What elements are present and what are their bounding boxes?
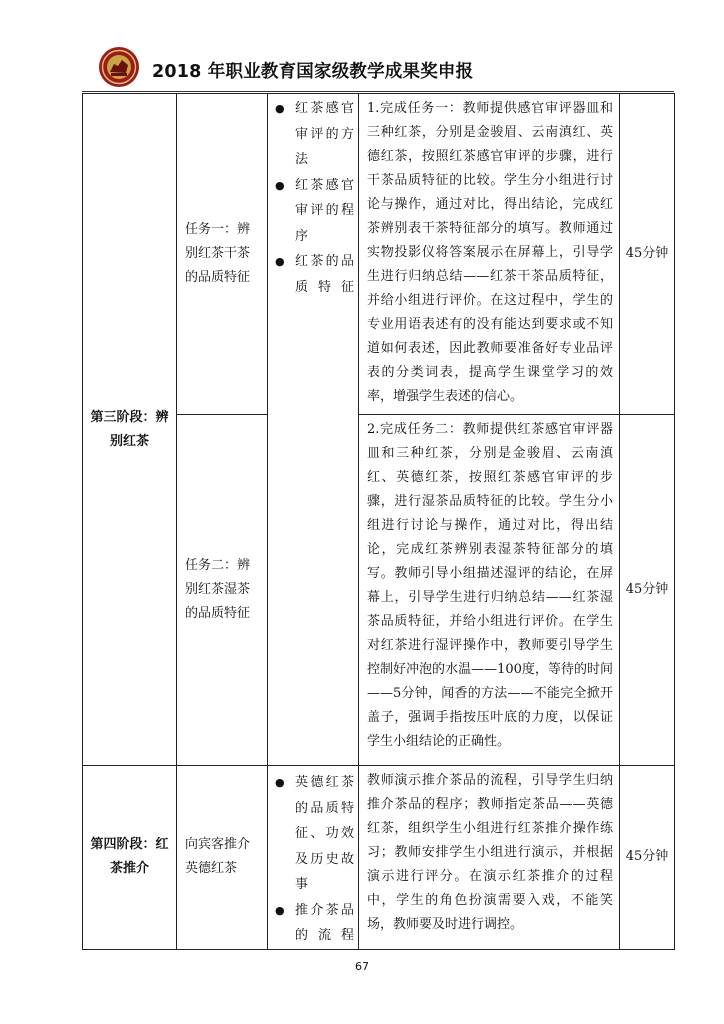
time-cell: 45分钟	[620, 766, 675, 950]
bullet-icon: ●	[275, 903, 285, 917]
description-cell: 2.完成任务二：教师提供红茶感官审评器皿和三种红茶，分别是金骏眉、云南滇红、英德红茶，按照红茶感官审评的步骤，进行湿茶品质特征的比较。学生分小组进行讨论与操作，通过对比，得出结论，完成红茶辨别表湿茶特征部分的填写。教师引导小组描述湿评的结论，在屏幕上，引导学生进行归纳总结——红茶湿茶品质特征，并给小组进行评价。在学生对红茶进行湿评操作中，教师要引导学生控制好冲泡的水温——100度，等待的时间——5分钟，闻香的方法——不能完全掀开盖子，强调手指按压叶底的力度，以保证学生小组结论的正确性。	[359, 415, 620, 766]
bullet-icon: ●	[275, 255, 285, 268]
key-points-cell	[268, 94, 359, 766]
header-divider	[82, 91, 674, 92]
bullet-icon: ●	[275, 776, 285, 789]
page-header	[0, 0, 724, 92]
description-cell: 1.完成任务一：教师提供感官审评器皿和三种红茶，分别是金骏眉、云南滇红、英德红茶，按照红茶感官审评的步骤，进行干茶品质特征的比较。学生分小组进行讨论与操作，通过对比，得出结论，完成红茶辨别表干茶特征部分的填写。教师通过实物投影仪将答案展示在屏幕上，引导学生进行归纳总结——红茶干茶品质特征，并给小组进行评价。在这过程中，学生的专业用语表述有的没有能达到要求或不知道如何表述，因此教师要准备好专业品评表的分类词表，提高学生课堂学习的效率，增强学生表述的信心。	[359, 94, 620, 415]
description-cell: 教师演示推介茶品的流程，引导学生归纳推介茶品的程序；教师指定茶品——英德红茶，组织学生小组进行红茶推介操作练习；教师安排学生小组进行演示，并根据演示进行评分。在演示红茶推介的过程中，学生的角色扮演需要入戏，不能笑场，教师要及时进行调控。	[359, 766, 620, 950]
list-item: ● 英德红茶的品质特征、功效及历史故事	[274, 770, 354, 898]
page-number: 67	[355, 960, 369, 973]
task-cell: 任务一：辨别红茶干茶的品质特征	[177, 94, 268, 415]
list-item: ● 红茶感官审评的方法	[274, 96, 354, 173]
table-row	[83, 94, 675, 415]
list-item: ● 红茶感官审评的程序	[274, 173, 354, 250]
table-row	[83, 766, 675, 950]
task-cell: 向宾客推介英德红茶	[177, 766, 268, 950]
school-seal-icon	[98, 46, 140, 88]
bullet-icon: ●	[275, 178, 285, 192]
key-points-cell	[268, 766, 359, 950]
stage-cell: 第三阶段：辨别红茶	[83, 94, 177, 766]
task-cell: 任务二：辨别红茶湿茶的品质特征	[177, 415, 268, 766]
stage-cell: 第四阶段：红茶推介	[83, 766, 177, 950]
list-item: ● 红茶的品质特征	[274, 249, 354, 300]
bullet-icon: ●	[275, 102, 285, 115]
document-title: 2018 年职业教育国家级教学成果奖申报	[152, 62, 474, 82]
list-item: ● 推介茶品的流程	[274, 898, 354, 949]
lesson-plan-table	[82, 93, 675, 950]
time-cell: 45分钟	[620, 415, 675, 766]
time-cell: 45分钟	[620, 94, 675, 415]
